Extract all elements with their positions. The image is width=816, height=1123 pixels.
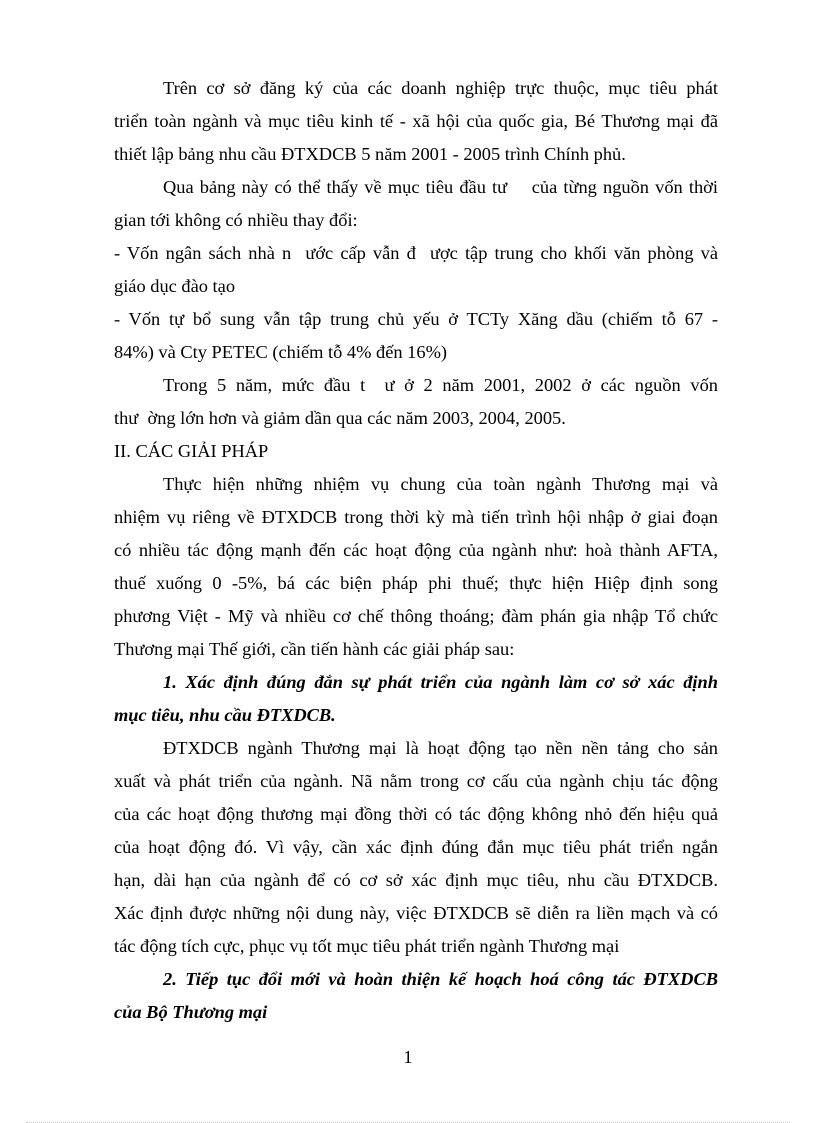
paragraph-2-line-2: gian tới không có nhiều thay đổi: [114,210,358,230]
paragraph-1-line-3: thiết lập bảng nhu cầu ĐTXDCB 5 năm 2001 - 2005 trình Chính phủ. [114,144,626,164]
bullet-1-line-1: - Vốn ngân sách nhà n ước cấp vẫn đ ược tập trung cho khối văn phòng và [114,243,718,263]
page-number: 1 [403,1047,413,1067]
paragraph-5-line-1: ĐTXDCB ngành Thương mại là hoạt động tạo nền nền tảng cho sản [163,738,718,758]
paragraph-4-line-6: Thương mại Thế giới, cần tiến hành các giải pháp sau: [114,639,515,659]
paragraph-4-line-2: nhiệm vụ riêng về ĐTXDCB trong thời kỳ mà tiến trình hội nhập ở giai đoạn [114,507,718,527]
paragraph-4-line-5: phương Việt - Mỹ và nhiều cơ chế thông thoáng; đàm phán gia nhập Tổ chức [114,606,718,626]
section-heading: II. CÁC GIẢI PHÁP [114,441,269,461]
bullet-2-line-2: 84%) và Cty PETEC (chiếm tỗ 4% đến 16%) [114,342,448,362]
paragraph-3-line-2: thư ờng lớn hơn và giảm dần qua các năm 2003, 2004, 2005. [114,408,566,428]
paragraph-5-line-6: Xác định được những nội dung này, việc ĐTXDCB sẽ diễn ra liền mạch và có [114,903,718,923]
subheading-1-line-2: mục tiêu, nhu cầu ĐTXDCB. [114,705,336,725]
paragraph-1-line-1: Trên cơ sở đăng ký của các doanh nghiệp trực thuộc, mục tiêu phát [163,78,718,98]
subheading-1-line-1: 1. Xác định đúng đắn sự phát triển của ngành làm cơ sở xác định [163,672,718,692]
bullet-1-line-2: giáo dục đào tạo [114,276,236,296]
paragraph-5-line-4: của hoạt động đó. Vì vậy, cần xác định đúng đắn mục tiêu phát triển ngắn [114,837,718,857]
paragraph-4-line-3: có nhiều tác động mạnh đến các hoạt động của ngành như: hoà thành AFTA, [114,540,718,560]
bullet-2-line-1: - Vốn tự bổ sung vẫn tập trung chủ yếu ở TCTy Xăng dầu (chiếm tỗ 67 - [114,309,718,329]
paragraph-5-line-7: tác động tích cực, phục vụ tốt mục tiêu phát triển ngành Thương mại [114,936,620,956]
paragraph-4-line-4: thuế xuống 0 -5%, bá các biện pháp phi thuế; thực hiện Hiệp định song [114,573,718,593]
paragraph-1-line-2: triển toàn ngành và mục tiêu kinh tế - xã hội của quốc gia, Bé Thương mại đã [114,111,718,131]
paragraph-5-line-2: xuất và phát triển của ngành. Nã nằm trong cơ cấu của ngành chịu tác động [114,771,718,791]
paragraph-4-line-1: Thực hiện những nhiệm vụ chung của toàn ngành Thương mại và [163,474,718,494]
subheading-2-line-1: 2. Tiếp tục đổi mới và hoàn thiện kế hoạch hoá công tác ĐTXDCB [163,969,718,989]
paragraph-2-line-1: Qua bảng này có thể thấy về mục tiêu đầu tư của từng nguồn vốn thời [163,177,718,197]
subheading-2-line-2: của Bộ Thương mại [114,1002,268,1022]
paragraph-5-line-5: hạn, dài hạn của ngành để có cơ sở xác định mục tiêu, nhu cầu ĐTXDCB. [114,870,718,890]
paragraph-3-line-1: Trong 5 năm, mức đầu t ư ở 2 năm 2001, 2002 ở các nguồn vốn [163,375,718,395]
paragraph-5-line-3: của các hoạt động thương mại đồng thời có tác động không nhỏ đến hiệu quả [114,804,718,824]
